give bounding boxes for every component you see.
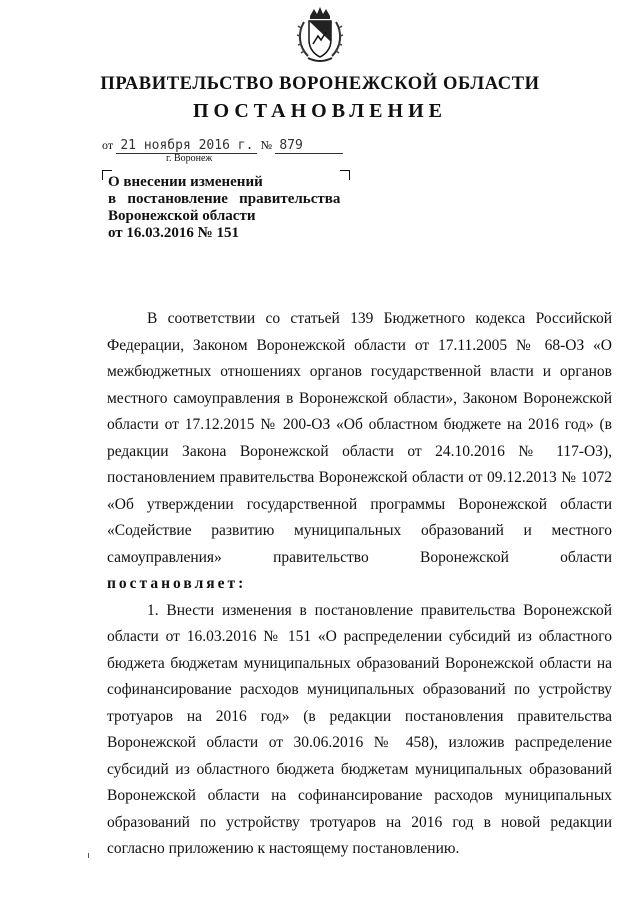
document-type-title: ПОСТАНОВЛЕНИЕ [193,100,447,122]
subject-line: от 16.03.2016 № 151 [108,225,239,241]
city-label: г. Воронеж [166,153,213,164]
number-label: № [260,138,273,152]
document-body [107,306,612,863]
preamble-text: В соответствии со статьей 139 Бюджетного кодекса Российской Федерации, Законом Воронежской области от 17.11.2005 № 68-ОЗ «О межбюджетных отношениях органов государственной власти и органов местного самоуправления в Воронежской области», Законом Воронежской области от 17.12.2015 № 200-ОЗ «Об областном бюджете на 2016 год» (в редакции Закона Воронежской области от 24.10.2016 № 117-ОЗ), постановлением правительства Воронежской области от 09.12.2013 № 1072 «Об утверждении государственной программы Воронежской области «Содействие развитию муниципальных образований и местного самоуправления» правительство Воронежской области [107,310,612,566]
subject-line: О внесении изменений [108,174,263,190]
number-value: 879 [275,138,343,154]
date-number-line [102,137,343,154]
resolution-keyword: постановляет: [107,575,247,592]
date-prefix: от [102,138,114,152]
subject-line: в постановление правительства [108,191,341,207]
clause-1-paragraph: 1. Внести изменения в постановление правительства Воронежской области от 16.03.2016 № 151 «О распределении субсидий из областного бюджета бюджетам муниципальных образований Воронежской области на софинансирование расходов муниципальных образований по устройству тротуаров на 2016 год» (в редакции постановления правительства Воронежской области от 30.06.2016 № 458), изложив распределение субсидий из областного бюджета бюджетам муниципальных образований Воронежской области на софинансирование расходов муниципальных образований по устройству тротуаров на 2016 год в новой редакции согласно приложению к настоящему постановлению. [107,601,612,857]
government-title: ПРАВИТЕЛЬСТВО ВОРОНЕЖСКОЙ ОБЛАСТИ [100,74,540,94]
coat-of-arms-icon [296,6,344,64]
document-subject [108,174,348,242]
date-value: 21 ноября 2016 г. [116,138,257,154]
margin-mark [88,853,89,858]
subject-line: Воронежской области [108,208,256,224]
preamble-paragraph [107,306,612,598]
